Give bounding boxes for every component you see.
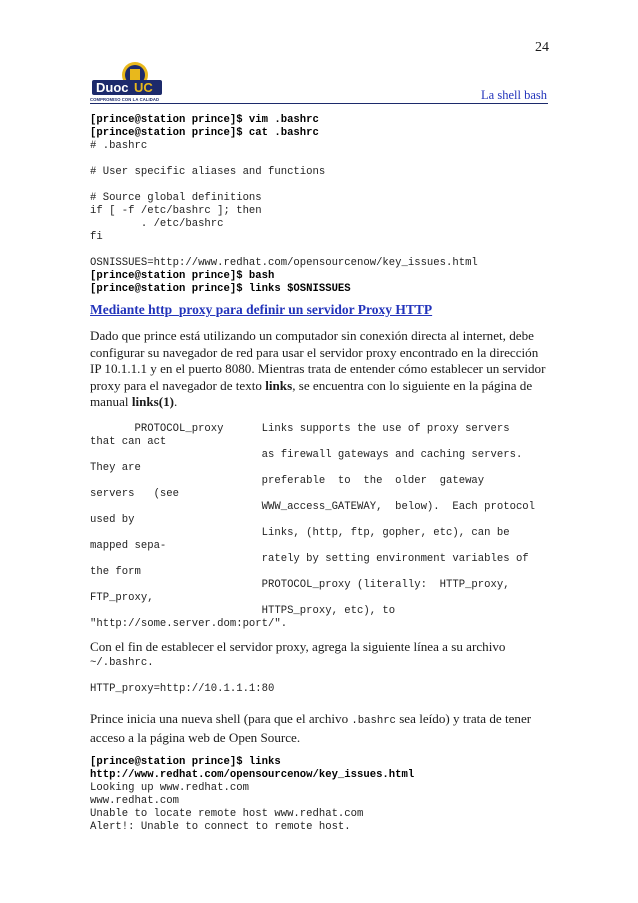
bold-term: links	[265, 377, 293, 393]
header-divider	[90, 103, 548, 104]
page-content	[90, 114, 550, 834]
manual-line: "http://some.server.dom:port/".	[90, 617, 288, 630]
manual-line: Links, (http, ftp, gopher, etc), can be	[90, 526, 510, 539]
command-line: [prince@station prince]$ links $OSNISSUES	[90, 283, 351, 295]
header-title: La shell bash	[481, 88, 547, 102]
output-line: www.redhat.com	[90, 795, 180, 807]
manual-line: used by	[90, 513, 135, 526]
proxy-config-line: HTTP_proxy=http://10.1.1.1:80	[90, 683, 275, 695]
svg-text:UC: UC	[134, 80, 153, 95]
bold-term: links(1)	[131, 394, 175, 409]
manual-line: rately by setting environment variables of	[90, 552, 529, 565]
command-line: [prince@station prince]$ links	[90, 756, 281, 768]
output-line: . /etc/bashrc	[90, 218, 224, 230]
paragraph-set-proxy: Con el fin de establecer el servidor proxy, agrega la siguiente línea a su archivo	[90, 638, 506, 654]
code-block-links	[90, 756, 550, 834]
manual-line: the form	[90, 565, 141, 578]
manual-line: WWW_access_GATEWAY, below). Each protocol	[90, 500, 536, 513]
output-line: Looking up www.redhat.com	[90, 782, 249, 794]
manual-line: as firewall gateways and caching servers.	[90, 448, 523, 461]
manual-line: PROTOCOL_proxy Links supports the use of proxy servers	[90, 422, 510, 435]
output-line: Unable to locate remote host www.redhat.com	[90, 808, 364, 820]
output-line: # .bashrc	[90, 140, 148, 152]
manual-line: HTTPS_proxy, etc), to	[90, 604, 396, 617]
manual-line: preferable to the older gateway	[90, 474, 485, 487]
manual-line: that can act	[90, 435, 167, 448]
manual-line: mapped sepa-	[90, 539, 167, 552]
output-line: # Source global definitions	[90, 192, 262, 204]
output-line: if [ -f /etc/bashrc ]; then	[90, 205, 262, 217]
manual-line: They are	[90, 461, 141, 474]
paragraph-new-shell: Prince inicia una nueva shell (para que el archivo .bashrc sea leído) y trata de tener acceso a la página web de Open Source.	[90, 711, 532, 745]
inline-code: .bashrc	[351, 715, 396, 727]
manual-excerpt	[90, 423, 550, 631]
section-title: Mediante http_proxy para definir un servidor Proxy HTTP	[90, 302, 433, 317]
command-line: http://www.redhat.com/opensourcenow/key_issues.html	[90, 769, 415, 781]
svg-text:Duoc: Duoc	[96, 80, 129, 95]
logo-tagline: COMPROMISO CON LA CALIDAD	[90, 97, 160, 102]
manual-line: PROTOCOL_proxy (literally: HTTP_proxy,	[90, 578, 510, 591]
output-line: OSNISSUES=http://www.redhat.com/opensourcenow/key_issues.html	[90, 257, 478, 269]
code-block-bashrc	[90, 114, 550, 296]
duoc-uc-logo	[90, 60, 164, 104]
manual-line: FTP_proxy,	[90, 591, 154, 604]
command-line: [prince@station prince]$ vim .bashrc	[90, 114, 319, 126]
command-line: [prince@station prince]$ bash	[90, 270, 275, 282]
output-line: # User specific aliases and functions	[90, 166, 326, 178]
file-name: ~/.bashrc.	[90, 657, 154, 669]
manual-line: servers (see	[90, 487, 180, 500]
paragraph-proxy-intro: Dado que prince está utilizando un computador sin conexión directa al internet, debe configurar su navegador de red para usar el servidor proxy encontrado en la dirección IP 10.1.1.1 y en el puerto 8080. Mientras trata de entender cómo establecer un servidor proxy para el navegador de texto links, se encuentra con lo siguiente en la página de manual links(1).	[90, 328, 546, 409]
output-line: fi	[90, 231, 103, 243]
page-number: 24	[535, 40, 549, 55]
output-line: Alert!: Unable to connect to remote host.	[90, 821, 351, 833]
command-line: [prince@station prince]$ cat .bashrc	[90, 127, 319, 139]
